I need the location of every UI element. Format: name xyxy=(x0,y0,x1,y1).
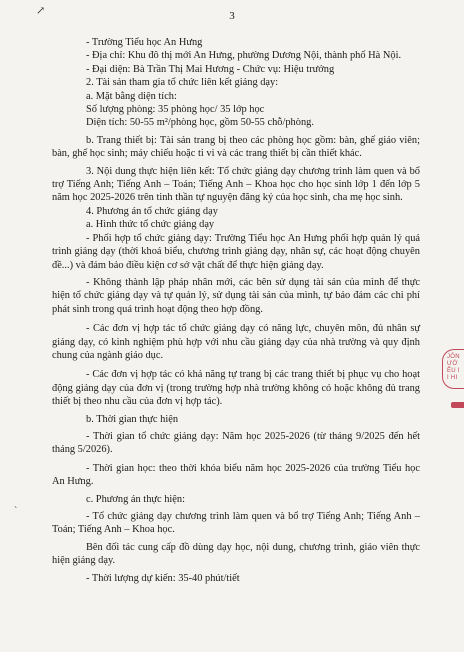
scan-mark: ↗ xyxy=(36,5,46,17)
partner-address: - Địa chỉ: Khu đô thị mới An Hưng, phường Dương Nội, thành phố Hà Nội. xyxy=(86,50,402,62)
partner-equipment-paragraph: - Các đơn vị hợp tác có khả năng tự trang bị các trang thiết bị phục vụ cho hoạt động giảng dạy của đơn vị (trong trường hợp nhà trường không có hoặc không đủ trang thiết bị theo nhu cầu của đơn vị hợp tác). xyxy=(52,369,420,408)
room-area: Diện tích: 50-55 m²/phòng học, gồm 50-55 chỗ/phòng. xyxy=(86,117,314,129)
stamp-mark xyxy=(451,402,464,408)
section-heading: 4. Phương án tổ chức giảng dạy xyxy=(86,205,218,217)
no-new-entity-paragraph: - Không thành lập pháp nhân mới, các bên sử dụng tài sản của mình để thực hiện tổ chức giảng dạy và tự quản lý, sử dụng tài sản của mình, tự bảo đảm các chi phí phát sinh trong quá trình hoạt động theo hợp đồng. xyxy=(52,276,420,315)
subsection-heading: b. Thời gian thực hiện xyxy=(86,413,179,425)
duration-line: - Thời lượng dự kiến: 35-40 phút/tiết xyxy=(86,572,240,584)
section-heading: 2. Tài sản tham gia tổ chức liên kết giảng dạy: xyxy=(86,77,279,89)
partner-representative: - Đại diện: Bà Trần Thị Mai Hương - Chức vụ: Hiệu trưởng xyxy=(86,63,335,75)
partner-name: - Trường Tiểu học An Hưng xyxy=(86,37,203,48)
coordination-paragraph: - Phối hợp tổ chức giảng dạy: Trường Tiểu học An Hưng phối hợp quản lý quá trình giảng dạy (thời khoá biểu, chương trình giảng dạy, nhân sự, các hoạt động chuyên đề...) và đảm bảo điều kiện cơ sở vật chất để thực hiện giảng dạy. xyxy=(52,232,420,271)
partner-capacity-paragraph: - Các đơn vị hợp tác tổ chức giảng dạy có năng lực, chuyên môn, đủ nhân sự giảng dạy, có kinh nghiệm phù hợp với nhu cầu giảng dạy của nhà trường và quy định chung của ngành giáo dục. xyxy=(52,323,420,361)
room-count: Số lượng phòng: 35 phòng học/ 35 lớp học xyxy=(86,104,265,116)
implementation-paragraph: - Tổ chức giảng dạy chương trình làm quen và bổ trợ Tiếng Anh; Tiếng Anh – Toán; Tiếng Anh – Khoa học. xyxy=(52,511,420,536)
partner-supply-paragraph: Bên đối tác cung cấp đồ dùng dạy học, nội dung, chương trình, giáo viên thực hiện giảng dạy. xyxy=(52,541,420,567)
document-body xyxy=(52,36,420,585)
scan-mark: ˋ xyxy=(14,506,18,517)
red-stamp-fragment xyxy=(442,349,464,389)
subsection-heading: c. Phương án thực hiện: xyxy=(86,493,186,505)
content-paragraph: 3. Nội dung thực hiện liên kết: Tổ chức giảng dạy chương trình làm quen và bổ trợ Tiếng Anh; Tiếng Anh – Toán; Tiếng Anh – Khoa học cho học sinh lớp 1 đến lớp 5 năm học 2025-2026 trên tinh thần tự nguyện đăng ký của học sinh, cha mẹ học sinh. xyxy=(52,165,420,204)
subsection-heading: a. Hình thức tổ chức giảng dạy xyxy=(86,219,215,231)
page-number: 3 xyxy=(229,10,235,22)
subsection-heading: a. Mặt bằng diện tích: xyxy=(86,90,177,102)
study-time-paragraph: - Thời gian học: theo thời khóa biểu năm học 2025-2026 của trường Tiểu học An Hưng. xyxy=(52,462,420,488)
teaching-period-paragraph: - Thời gian tổ chức giảng dạy: Năm học 2025-2026 (từ tháng 9/2025 đến hết tháng 5/2026). xyxy=(52,430,420,456)
stamp-text: JÔN ƯỚ ÊU I I HI xyxy=(447,354,460,381)
equipment-paragraph: b. Trang thiết bị: Tài sản trang bị theo các phòng học gồm: bàn, ghế giáo viên; bàn, ghế học sinh; máy chiếu hoặc ti vi và các trang thiết bị cần thiết khác. xyxy=(52,134,420,160)
